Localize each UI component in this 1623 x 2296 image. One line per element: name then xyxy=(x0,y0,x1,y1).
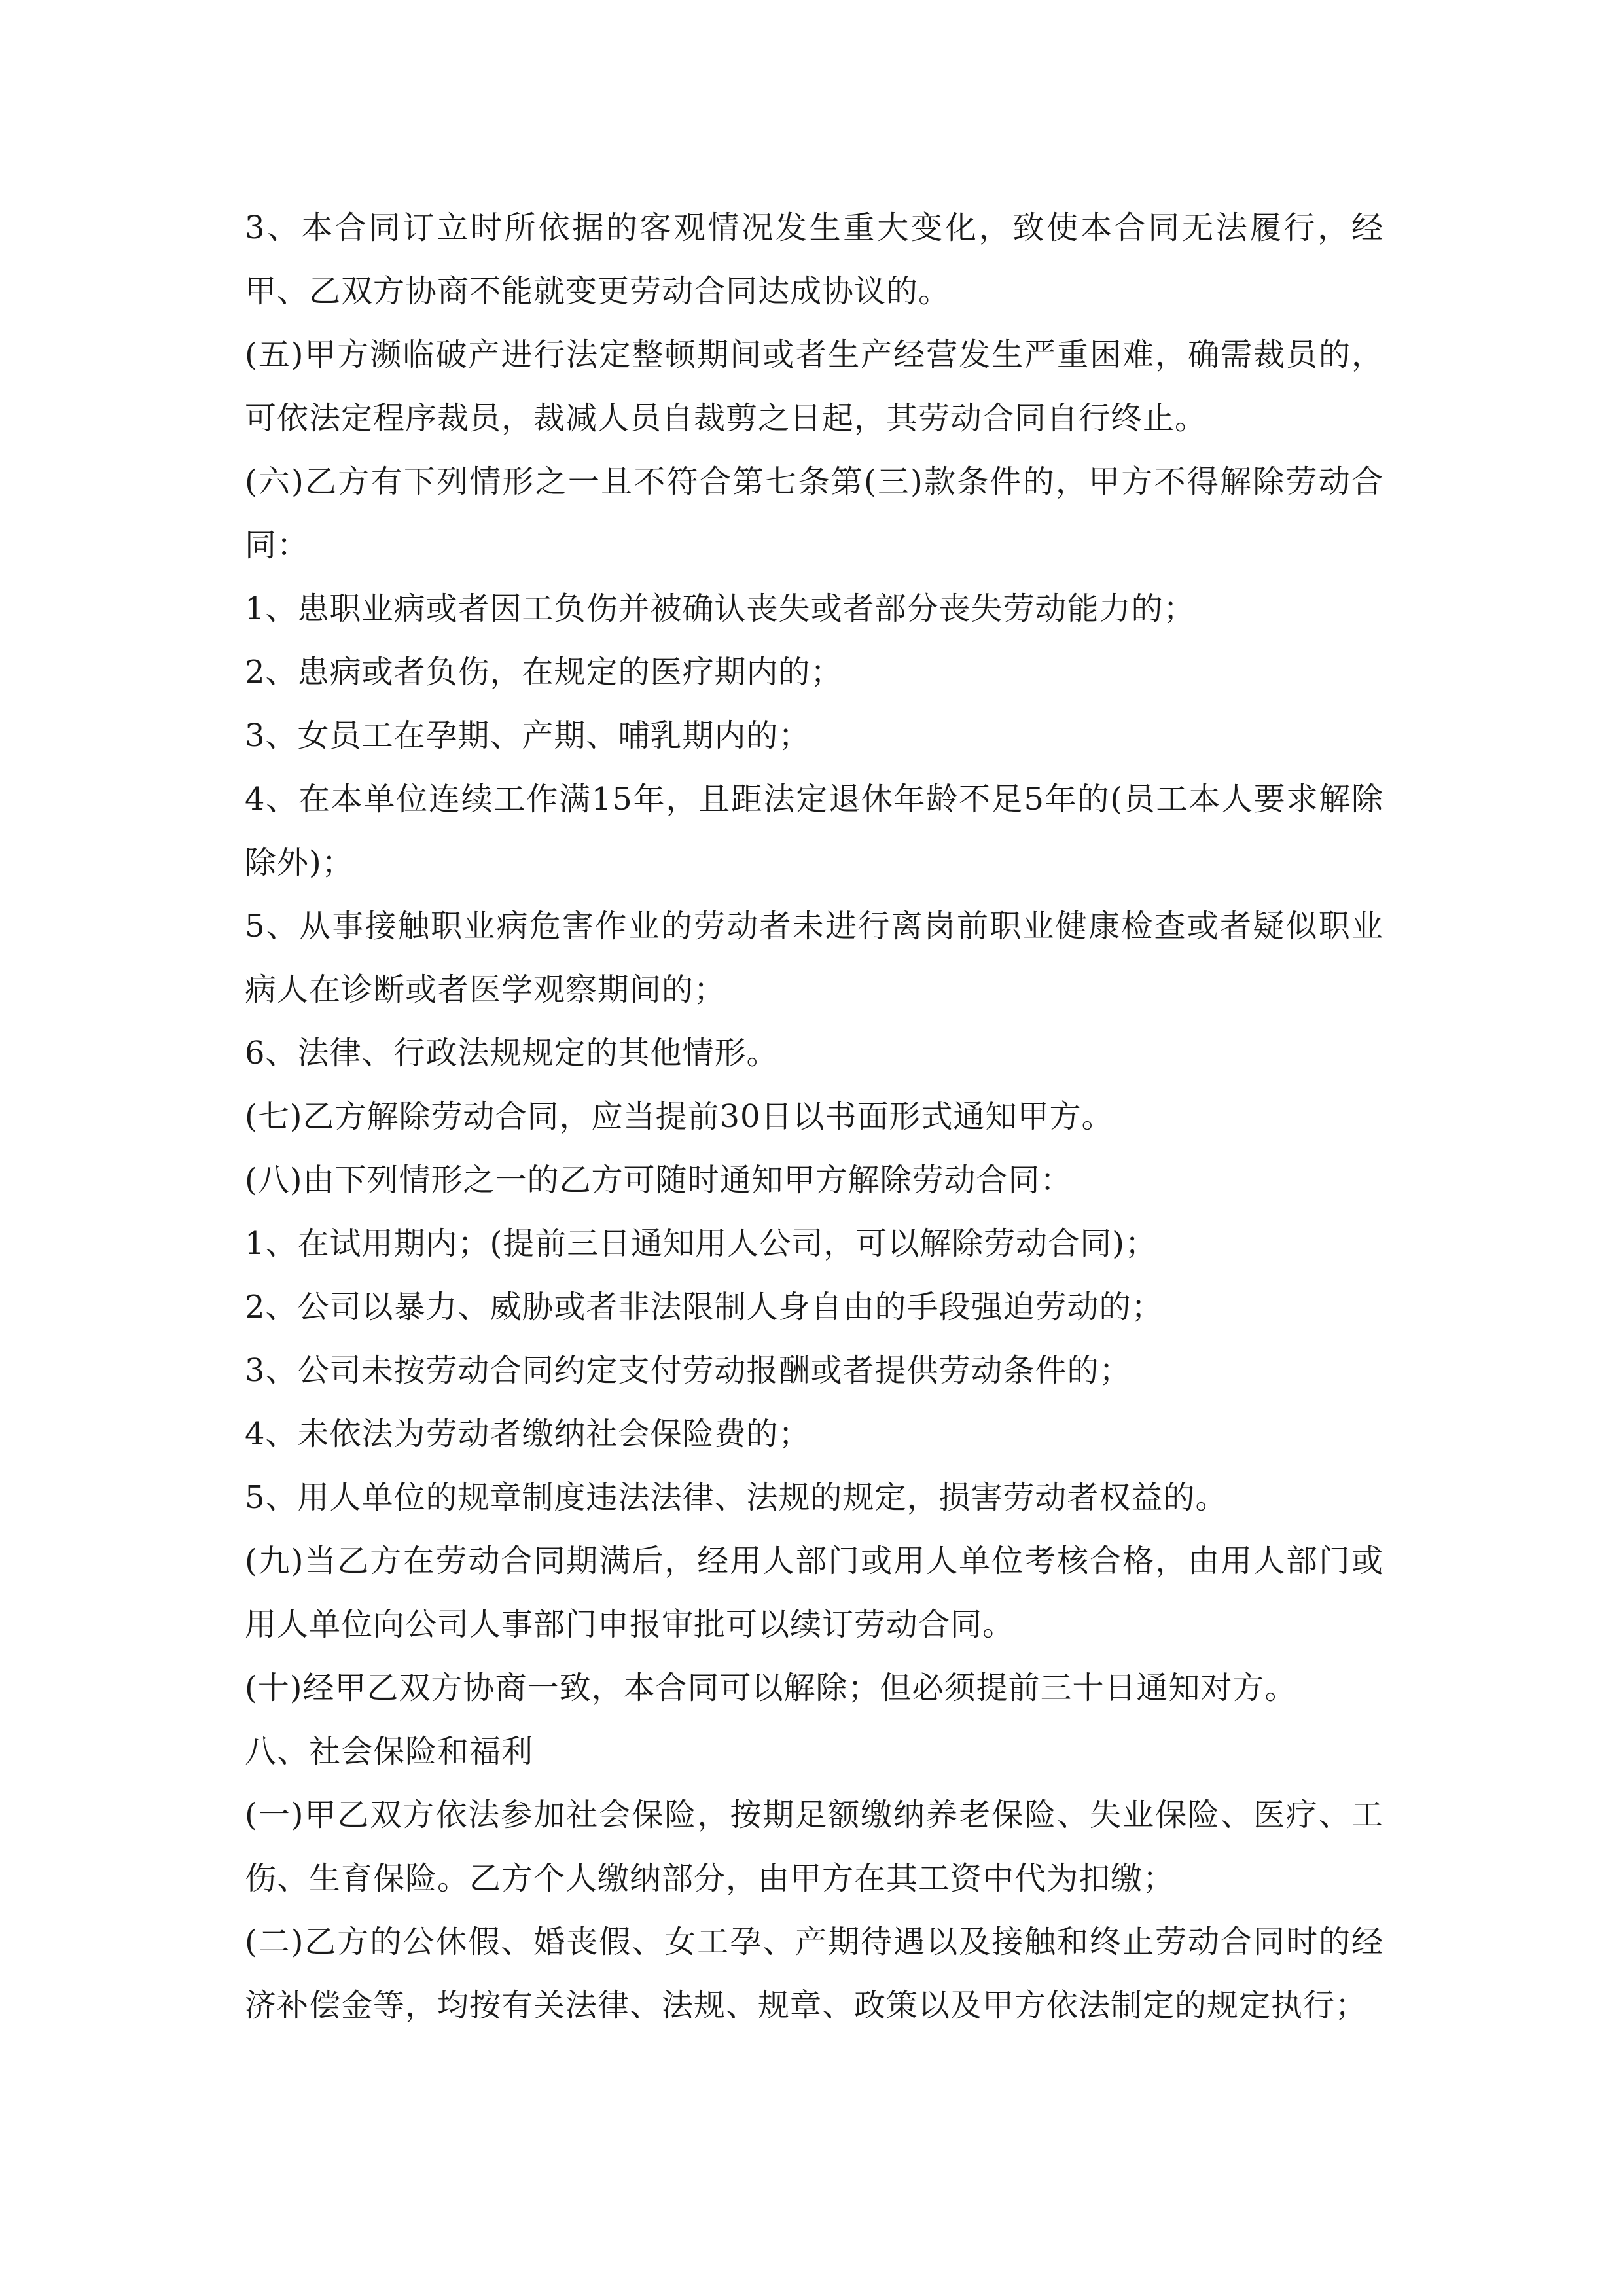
paragraph-clause-8-item-4: 4、未依法为劳动者缴纳社会保险费的； xyxy=(245,1416,811,1452)
paragraph-article-7-clause-10: (十)经甲乙双方协商一致，本合同可以解除；但必须提前三十日通知对方。 xyxy=(245,1670,1297,1706)
paragraph-article-7-clause-5: (五)甲方濒临破产进行法定整顿期间或者生产经营发生严重困难，确需裁员的，可依法定程序裁员，裁减人员自裁剪之日起，其劳动合同自行终止。 xyxy=(245,336,1383,437)
paragraph-clause-8-item-1: 1、在试用期内；(提前三日通知用人公司，可以解除劳动合同)； xyxy=(245,1225,1157,1262)
document-body xyxy=(245,196,1383,2037)
paragraph-article-7-clause-7: (七)乙方解除劳动合同，应当提前30日以书面形式通知甲方。 xyxy=(245,1098,1114,1135)
paragraph-clause-6-item-2: 2、患病或者负伤，在规定的医疗期内的； xyxy=(245,654,843,691)
paragraph-clause-6-item-5: 5、从事接触职业病危害作业的劳动者未进行离岗前职业健康检查或者疑似职业病人在诊断或者医学观察期间的； xyxy=(245,908,1383,1008)
paragraph-article-7-clause-6: (六)乙方有下列情形之一且不符合第七条第(三)款条件的，甲方不得解除劳动合同： xyxy=(245,463,1383,564)
paragraph-article-8-clause-1: (一)甲乙双方依法参加社会保险，按期足额缴纳养老保险、失业保险、医疗、工伤、生育保险。乙方个人缴纳部分，由甲方在其工资中代为扣缴； xyxy=(245,1797,1383,1897)
paragraph-clause-6-item-6: 6、法律、行政法规规定的其他情形。 xyxy=(245,1035,779,1071)
paragraph-article-7-clause-9: (九)当乙方在劳动合同期满后，经用人部门或用人单位考核合格，由用人部门或用人单位向公司人事部门申报审批可以续订劳动合同。 xyxy=(245,1543,1383,1643)
paragraph-clause-6-item-3: 3、女员工在孕期、产期、哺乳期内的； xyxy=(245,717,811,754)
paragraph-clause-6-item-1: 1、患职业病或者因工负伤并被确认丧失或者部分丧失劳动能力的； xyxy=(245,590,1196,627)
paragraph-article-8-clause-2: (二)乙方的公休假、婚丧假、女工孕、产期待遇以及接触和终止劳动合同时的经济补偿金等，均按有关法律、法规、规章、政策以及甲方依法制定的规定执行； xyxy=(245,1924,1383,2024)
paragraph-clause-8-item-3: 3、公司未按劳动合同约定支付劳动报酬或者提供劳动条件的； xyxy=(245,1352,1132,1389)
paragraph-clause-8-item-5: 5、用人单位的规章制度违法法律、法规的规定，损害劳动者权益的。 xyxy=(245,1479,1228,1516)
section-heading-article-8: 八、社会保险和福利 xyxy=(245,1733,534,1770)
paragraph-clause-8-item-2: 2、公司以暴力、威胁或者非法限制人身自由的手段强迫劳动的； xyxy=(245,1289,1164,1325)
paragraph-article-7-clause-4-item-3: 3、本合同订立时所依据的客观情况发生重大变化，致使本合同无法履行，经甲、乙双方协商不能就变更劳动合同达成协议的。 xyxy=(245,209,1383,310)
paragraph-article-7-clause-8: (八)由下列情形之一的乙方可随时通知甲方解除劳动合同： xyxy=(245,1162,1073,1198)
paragraph-clause-6-item-4: 4、在本单位连续工作满15年，且距法定退休年龄不足5年的(员工本人要求解除除外)； xyxy=(245,781,1383,881)
